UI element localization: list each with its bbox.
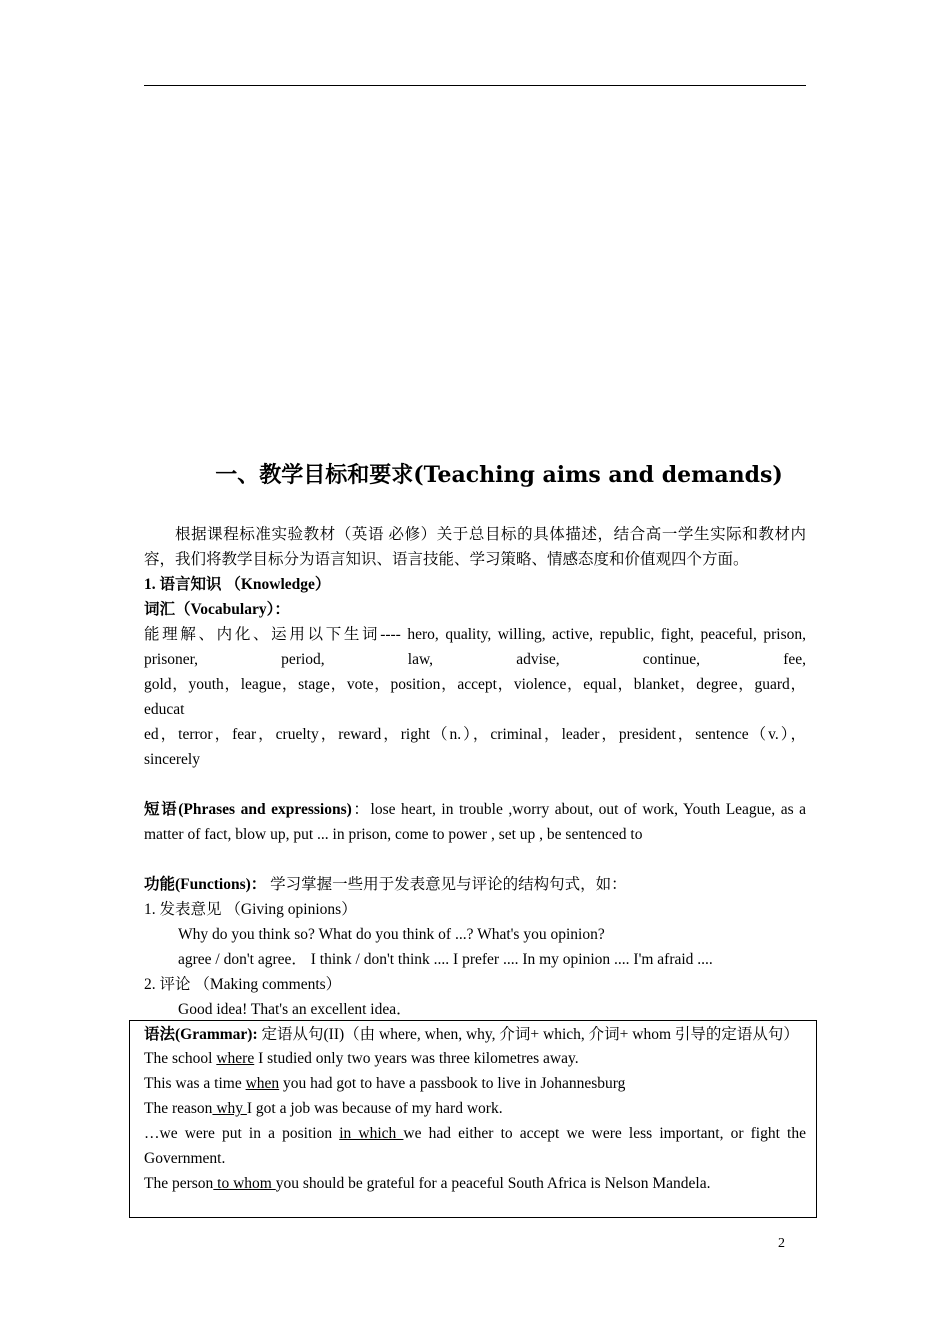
page-number: 2 — [778, 1236, 785, 1251]
example-list — [144, 1046, 806, 1196]
vocab-line: ed，terror，fear，cruelty，reward，right（n.），criminal，leader，president，sentence（v.），sincerely — [144, 726, 806, 768]
vocab-line: gold，youth，league，stage，vote，position，accept，violence，equal，blanket，degree，guard，educat — [144, 676, 806, 718]
phrases-label: 短语(Phrases and expressions) — [144, 801, 352, 818]
relative-word: why — [212, 1100, 247, 1117]
functions-label: 功能(Functions)： — [144, 876, 267, 893]
functions-text: 学习掌握一些用于发表意见与评论的结构句式，如： — [266, 876, 627, 893]
vocab-heading: 词汇（Vocabulary）： — [144, 601, 290, 618]
header-rule — [144, 85, 806, 86]
relative-word: where — [216, 1050, 255, 1067]
opinions-line: agree / don't agree． I think / don't think .... I prefer .... In my opinion .... I'm afraid .... — [178, 951, 713, 968]
phrases-text: ：lose heart, in trouble ,worry about, out of work, Youth League, as a matter of fact, blow up, put ... in prison, come to power , set up , be sentenced to — [144, 801, 806, 843]
relative-word: in which — [339, 1125, 404, 1142]
opinions-heading: 1. 发表意见 （Giving opinions） — [144, 901, 357, 918]
comments-line: Good idea! That's an excellent idea． — [178, 1001, 412, 1018]
example-sentence: …we were put in a position in which we had either to accept we were less important, or fight the Government. — [144, 1125, 806, 1167]
example-sentence: The school where I studied only two years was three kilometres away. — [144, 1050, 579, 1067]
knowledge-heading: 1. 语言知识 （Knowledge） — [144, 576, 331, 593]
example-sentence: The reason why I got a job was because of my hard work. — [144, 1100, 503, 1117]
example-box — [129, 1020, 817, 1218]
grammar-text: 定语从句(II)（由 where, when, why, 介词+ which, 介词+ whom 引导的定语从句） — [257, 1026, 799, 1043]
intro-paragraph: 根据课程标准实验教材（英语 必修）关于总目标的具体描述，结合高一学生实际和教材内容，我们将教学目标分为语言知识、语言技能、学习策略、情感态度和价值观四个方面。 — [144, 526, 806, 568]
example-sentence: This was a time when you had got to have a passbook to live in Johannesburg — [144, 1075, 626, 1092]
relative-word: to whom — [213, 1175, 276, 1192]
phrases-paragraph — [144, 797, 806, 847]
relative-word: when — [245, 1075, 280, 1092]
functions-paragraph — [144, 872, 806, 897]
grammar-label: 语法(Grammar): — [144, 1026, 258, 1043]
example-sentence: The person to whom you should be grateful for a peaceful South Africa is Nelson Mandela. — [144, 1175, 711, 1192]
vocab-line: 能理解、内化、运用以下生词---- hero, quality, willing, active, republic, fight, peaceful, prison, — [144, 626, 806, 643]
opinions-line: Why do you think so? What do you think of ...? What's you opinion? — [178, 926, 605, 943]
section-title: 一、教学目标和要求(Teaching aims and demands) — [215, 462, 783, 488]
comments-heading: 2. 评论 （Making comments） — [144, 976, 342, 993]
vocab-line: prisoner, period, law, advise, continue, fee, — [144, 651, 806, 668]
document-body — [144, 522, 806, 1047]
